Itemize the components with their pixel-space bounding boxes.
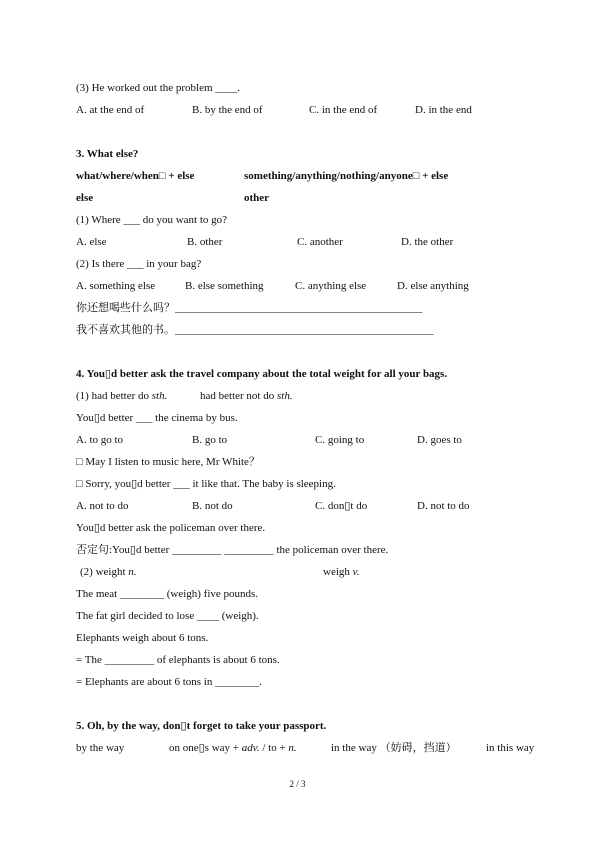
- option-d: D. else anything: [397, 280, 469, 292]
- option-a: A. something else: [76, 280, 156, 292]
- option-b: B. other: [187, 236, 223, 248]
- exercise-5: = Elephants are about 6 tons in ________.: [76, 676, 262, 688]
- word-else: else: [76, 192, 94, 204]
- option-c: C. another: [297, 236, 343, 248]
- option-c: C. don▯t do: [315, 500, 368, 512]
- option-a: A. else: [76, 236, 107, 248]
- exercise-1: The meat ________ (weigh) five pounds.: [76, 588, 259, 600]
- option-d: D. goes to: [417, 434, 462, 446]
- pattern-weigh: weigh v.: [323, 566, 360, 578]
- option-a: A. to go to: [76, 434, 124, 446]
- negative-sentence: 否定句:You▯d better _________ _________ the policeman over there.: [76, 544, 389, 556]
- question-3: (3) He worked out the problem ____.: [76, 82, 241, 94]
- translation-2: 我不喜欢其他的书。_______________________________________________: [76, 324, 434, 336]
- option-d: D. the other: [401, 236, 454, 248]
- word-other: other: [244, 192, 270, 204]
- phrase-on-ones-way: on one▯s way + adv. / to + n.: [169, 742, 297, 754]
- option-b: B. else something: [185, 280, 264, 292]
- rule-left: what/where/when□ + else: [76, 170, 195, 182]
- option-d: D. not to do: [417, 500, 470, 512]
- question-1: (1) Where ___ do you want to go?: [76, 214, 228, 226]
- exercise-3: Elephants weigh about 6 tons.: [76, 632, 209, 644]
- option-b: B. not do: [192, 500, 233, 512]
- exercise-4: = The _________ of elephants is about 6 tons.: [76, 654, 280, 666]
- section-4-heading: 4. You▯d better ask the travel company about the total weight for all your bags.: [76, 368, 448, 380]
- question-2: (2) Is there ___ in your bag?: [76, 258, 202, 270]
- question-1: You▯d better ___ the cinema by bus.: [76, 412, 238, 424]
- exercise-2: The fat girl decided to lose ____ (weigh).: [76, 610, 259, 622]
- option-c: C. in the end of: [309, 104, 378, 116]
- option-b: B. go to: [192, 434, 228, 446]
- option-d: D. in the end: [415, 104, 472, 116]
- pattern-had-better: (1) had better do sth.: [76, 390, 168, 402]
- phrase-by-the-way: by the way: [76, 742, 125, 754]
- pattern-had-better-not: had better not do sth.: [200, 390, 293, 402]
- option-a: A. not to do: [76, 500, 129, 512]
- option-b: B. by the end of: [192, 104, 263, 116]
- phrase-in-the-way: in the way （妨碍，挡道）: [331, 742, 457, 754]
- dialog-line-2: □ Sorry, you▯d better ___ it like that. The baby is sleeping.: [76, 478, 336, 490]
- section-5-heading: 5. Oh, by the way, don▯t forget to take your passport.: [76, 720, 327, 732]
- phrase-in-this-way: in this way: [486, 742, 535, 754]
- option-a: A. at the end of: [76, 104, 145, 116]
- translation-1: 你还想喝些什么吗？_____________________________________________: [76, 302, 423, 314]
- section-3-heading: 3. What else?: [76, 148, 139, 160]
- example-sentence: You▯d better ask the policeman over there.: [76, 522, 266, 534]
- page-number: 2 / 3: [289, 779, 306, 789]
- option-c: C. anything else: [295, 280, 367, 292]
- dialog-line-1: □ May I listen to music here, Mr White？: [76, 456, 260, 468]
- pattern-weight: (2) weight n.: [80, 566, 137, 578]
- rule-right: something/anything/nothing/anyone□ + else: [244, 170, 449, 182]
- option-c: C. going to: [315, 434, 365, 446]
